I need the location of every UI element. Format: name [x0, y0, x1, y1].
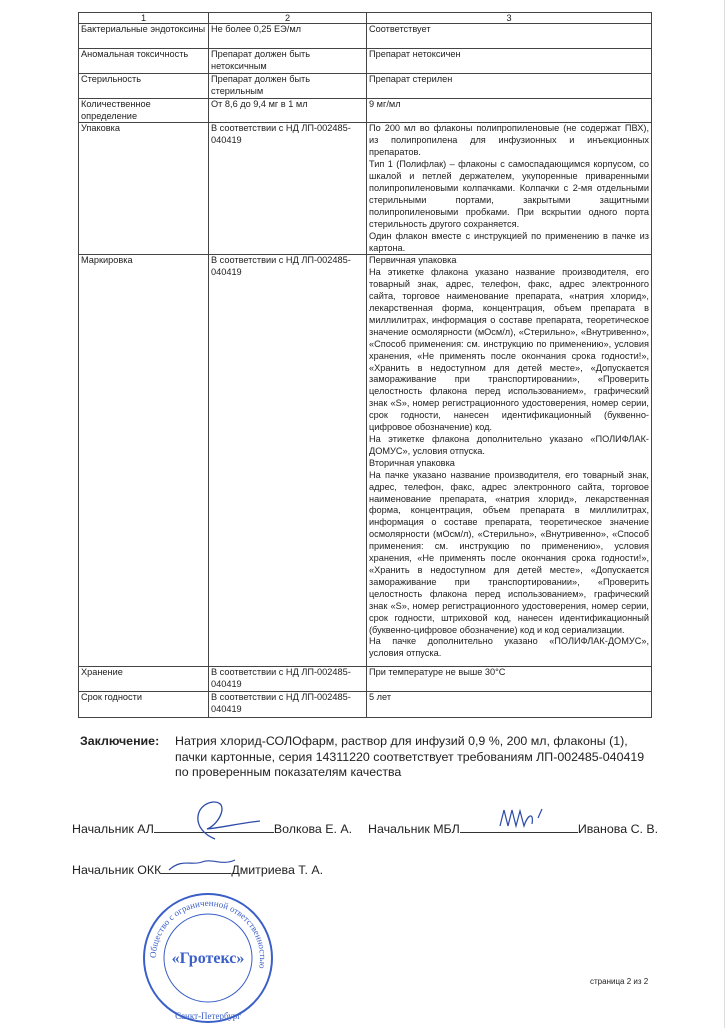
indicator-cell: Аномальная токсичность [79, 49, 209, 74]
result-cell [367, 692, 652, 718]
indicator-cell: Количественное определение [79, 98, 209, 123]
result-text: По 200 мл во флаконы полипропиленовые (не содержат ПВХ), из полипропилена для инфузионных и инъекционных препаратов. [369, 123, 649, 158]
table-row [79, 98, 652, 123]
indicator-cell: Срок годности [79, 692, 209, 718]
signatory-name: Иванова С. В. [577, 821, 659, 836]
result-text: При температуре не выше 30°С [369, 667, 506, 678]
stamp-ring-text: Общество с ограниченной ответственностью [147, 897, 269, 969]
result-text: На пачке дополнительно указано «ПОЛИФЛАК-ДОМУС», условия отпуска. [369, 636, 649, 659]
result-text: Тип 1 (Полифлак) – флаконы с самоспадающимся корпусом, со шкалой и петлей держателем, укупоренные приваренными полипропиленовыми колпачками. Колпачки с 2-мя отдельными стерильными портами, закрытыми защитными полипропиленовыми пробками. При вскрытии одного порта стерильность другого сохраняется. [369, 159, 649, 229]
table-row [79, 49, 652, 74]
column-header: 3 [367, 13, 652, 24]
signatory-title: Начальник МБЛ [368, 821, 460, 836]
result-text: Один флакон вместе с инструкцией по применению в пачке из картона. [369, 230, 649, 253]
result-text: Препарат стерилен [369, 73, 453, 84]
result-text: 5 лет [369, 692, 392, 703]
result-cell [367, 49, 652, 74]
result-cell [367, 24, 652, 49]
result-text: Соответствует [369, 24, 431, 34]
result-cell [367, 255, 652, 667]
result-text: Первичная упаковка [369, 255, 457, 266]
indicator-cell: Стерильность [79, 73, 209, 98]
stamp-city-text: Санкт-Петербург [175, 1010, 241, 1021]
requirement-cell: Препарат должен быть нетоксичным [209, 49, 367, 74]
column-header: 1 [79, 13, 209, 24]
stamp-graphic [138, 888, 278, 1028]
signatory-title: Начальник АЛ [72, 821, 154, 836]
requirement-cell: В соответствии с НД ЛП-002485-040419 [209, 255, 367, 667]
table-row [79, 667, 652, 692]
indicator-cell: Маркировка [79, 255, 209, 667]
signature-row-2 [72, 862, 724, 882]
indicator-cell: Бактериальные эндотоксины [79, 24, 209, 49]
result-text: На этикетке флакона указано название производителя, его товарный знак, адрес, телефон, факс, адрес электронного сайта, торговое наименование препарата, «натрия хлорид», лекарственная форма, концентрация, объем препарата в миллилитрах, информация о составе препарата, теоретическое значение осмолярности (мОсм/л), «Стерильно», «Внутривенно», «Способ применения: см. инструкцию по применению», условия хранения, «Не применять после окончания срока годности!», «Хранить в недоступном для детей месте», «Допускается замораживание при транспортировании», «Проверить целостность флакона перед использованием», графический знак «S», номер регистрационного удостоверения, номер серии, срок годности, нанесен идентификационный (буквенно-цифровое обозначение) код. [369, 267, 649, 433]
result-text: Препарат нетоксичен [369, 49, 461, 59]
result-text: На пачке указано название производителя, его товарный знак, адрес, телефон, факс, адрес электронного сайта, торговое наименование препарата, «натрия хлорид», лекарственная форма, концентрация, объем препарата в миллилитрах, информация о составе препарата, теоретическое значение осмолярности (мОсм/л), «Стерильно», «Внутривенно», «Способ применения: см. инструкцию по применению», условия хранения, «Не применять после окончания срока годности!», «Хранить в недоступном для детей месте», «Допускается замораживание при транспортировании», «Проверить целостность флакона перед использованием», графический знак «S», номер регистрационного удостоверения, номер серии, срок годности, штриховой код, нанесен идентификационный (буквенно-цифровое обозначение) код и код сериализации. [369, 469, 649, 635]
table-row [79, 692, 652, 718]
result-cell [367, 667, 652, 692]
indicator-cell: Упаковка [79, 123, 209, 255]
requirement-cell: Препарат должен быть стерильным [209, 73, 367, 98]
result-text: 9 мг/мл [369, 98, 401, 109]
signature-line-mbl [368, 821, 658, 836]
requirement-cell: Не более 0,25 ЕЭ/мл [209, 24, 367, 49]
conclusion-label: Заключение: [80, 734, 160, 749]
signatory-title: Начальник ОКК [72, 862, 162, 877]
column-header: 2 [209, 13, 367, 24]
result-text: На этикетке флакона дополнительно указано «ПОЛИФЛАК-ДОМУС», условия отпуска. [369, 434, 649, 456]
signature-row-1 [72, 821, 724, 841]
signatory-name: Дмитриева Т. А. [231, 862, 324, 877]
result-text: Вторичная упаковка [369, 457, 455, 468]
requirement-cell: В соответствии с НД ЛП-002485-040419 [209, 123, 367, 255]
result-cell [367, 98, 652, 123]
result-cell [367, 123, 652, 255]
result-cell [367, 73, 652, 98]
table-row [79, 24, 652, 49]
requirement-cell: В соответствии с НД ЛП-002485-040419 [209, 667, 367, 692]
table-row [79, 123, 652, 255]
results-table [78, 12, 652, 718]
company-stamp [138, 888, 278, 1028]
signature-line-okk [72, 862, 323, 877]
table-header-row [79, 13, 652, 24]
signatory-name: Волкова Е. А. [273, 821, 353, 836]
requirement-cell: В соответствии с НД ЛП-002485-040419 [209, 692, 367, 718]
table-row [79, 73, 652, 98]
signature-line-al [72, 821, 352, 836]
conclusion [80, 734, 655, 781]
indicator-cell: Хранение [79, 667, 209, 692]
requirement-cell: От 8,6 до 9,4 мг в 1 мл [209, 98, 367, 123]
table-row [79, 255, 652, 667]
page-number: страница 2 из 2 [590, 977, 649, 986]
conclusion-text: Натрия хлорид-СОЛОфарм, раствор для инфузий 0,9 %, 200 мл, флаконы (1), пачки картонные, серия 14311220 соответствует требованиям ЛП-002485-040419 по проверенным показателям качества [175, 734, 645, 780]
stamp-center-text: «Гротекс» [171, 949, 245, 967]
